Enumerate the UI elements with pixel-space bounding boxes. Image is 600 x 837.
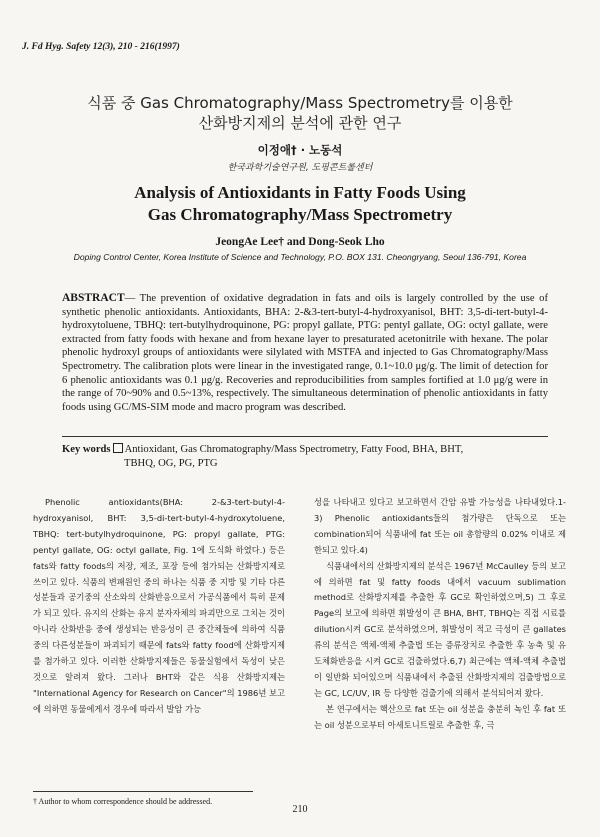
keywords xyxy=(62,443,548,471)
body-right-column xyxy=(314,495,566,734)
keywords-line-2: TBHQ, OG, PG, PTG xyxy=(124,458,218,469)
body-paragraph: 식품내에서의 산화방지제의 분석은 1967년 McCaulley 등의 보고에 의하면 fat 및 fatty foods 내에서 vacuum sublimation method로 산화방지제를 추출한 후 GC로 확인하였으며,5) 그 후로 Page의 보고에 의하면 휘발성이 큰 BHA, BHT, TBHQ는 직접 시료를 dilution시켜 GC로 분석하였으며, 휘발성이 적고 극성이 큰 gallates류의 분석은 액체-액체 추출법 또는 증류장치로 추출한 후 농축 및 유도체화반응을 시켜 GC로 검출하였다.6,7) 최근에는 액체-액체 추출법이 일반화 되어있으며 식품내에서 추출된 산화방지제의 검출방법으로는 GC, LC/UV, IR 등 다양한 검출기에 의해서 분석되어져 왔다. xyxy=(314,560,566,698)
keywords-line-1: Antioxidant, Gas Chromatography/Mass Spectrometry, Fatty Food, BHA, BHT, xyxy=(124,444,464,455)
checkbox-icon xyxy=(113,443,123,453)
body-paragraph: 본 연구에서는 핵산으로 fat 또는 oil 성분을 충분히 녹인 후 fat 또는 oil 성분으로부터 아세토니트릴로 추출한 후, 극 xyxy=(314,703,566,730)
english-title-line-1: Analysis of Antioxidants in Fatty Foods Using xyxy=(134,183,466,202)
abstract-label: ABSTRACT xyxy=(62,292,125,304)
footnote-divider xyxy=(33,791,253,792)
abstract xyxy=(62,292,548,414)
body-paragraph: Phenolic antioxidants(BHA: 2-&3-tert-butyl-4-hydroxyanisol, BHT: 3,5-di-tert-butyl-4-hydroxytoluene, TBHQ: tert-butylhydroquinone, PG: propyl gallate, PTG: pentyl gallate, OG: octyl gallate, Fig. 1에 도식화 하였다.) 등은 fats와 fatty foods의 저장, 제조, 포장 등에 첨가되는 산화방지제로 쓰이고 있다. 식품의 변패원인 중의 하나는 식품 중 지방 및 기타 다른 성분들과 공기중의 산소와의 산화반응으로서 가공식품에서 특히 문제가 되고 있다. 유지의 산화는 유지 분자자체의 파괴만으로 그치는 것이 아니라 산화반응 중에 생성되는 반응성이 큰 중간체들에 의하여 식품중의 다른성분들이 파괴되기 때문에 fats와 fatty food에 산화방지제를 첨가하고 있다. 이러한 산화방지제들은 동물실험에서 독성이 낮은 것으로 알려져 왔다. 그러나 BHT와 같은 식용 산화방지제는 "International Agency for Research on Cancer"의 1986년 보고에 의하면 동물에게서 경우에 따라서 발암 가능 xyxy=(33,497,286,714)
korean-title-line-2: 산화방지제의 분석에 관한 연구 xyxy=(198,114,402,132)
footnote: † Author to whom correspondence should be addressed. xyxy=(33,797,213,806)
abstract-text: — The prevention of oxidative degradation in fats and oils is largely controlled by the use of synthetic phenolic antioxidants. Antioxidants, BHA: 2-&3-tert-butyl-4-hydroxyanisol, BHT: 3,5-di-tert-butyl-4-hydroxytoluene, TBHQ: tert-butylhydroquinone, PG: propyl gallate, PTG: pentyl gallate, OG: octyl gallate, were extracted from fatty foods with hexane and from hexane layer to presaturated acetonitrile with hexane. The polar phenolic hydroxyl groups of antioxidants were silylated with MSTFA and injected to Gas Chromatography/Mass Spectrometry. The calibration plots were linear in the investigated range, 0.1~10.0 μg/g. The limit of detection for 6 phenolic antioxidants was 0.1 μg/g. Recoveries and reproducibilities from samples fortified at 1.0 μg/g were in the range of 70~90% and 0.5~13%, respectively. The simultaneous determination of phenolic antioxidants in fatty foods using GC/MS-SIM mode and macro program was described. xyxy=(62,293,548,413)
english-authors: JeongAe Lee† and Dong-Seok Lho xyxy=(215,236,385,248)
korean-authors: 이정애† · 노동석 xyxy=(257,143,343,157)
abstract-divider xyxy=(62,436,548,437)
keywords-label: Key words xyxy=(62,444,111,455)
english-affiliation: Doping Control Center, Korea Institute of Science and Technology, P.O. BOX 131. Cheongryang, Seoul 136-791, Korea xyxy=(73,252,527,262)
body-paragraph: 성을 나타내고 있다고 보고하면서 간암 유발 가능성을 나타내었다.1-3) Phenolic antioxidants들의 첨가량은 단독으로 또는 combination되어 식품내에 fat 또는 oil 총함량의 0.02% 이내로 제한되고 있다.4) xyxy=(314,497,566,555)
korean-title-line-1: 식품 중 Gas Chromatography/Mass Spectrometry를 이용한 xyxy=(87,94,513,112)
korean-affiliation: 한국과학기술연구원, 도핑콘트롤센터 xyxy=(227,163,373,173)
page-number: 210 xyxy=(292,804,308,815)
journal-header: J. Fd Hyg. Safety 12(3), 210 - 216(1997) xyxy=(22,42,180,52)
english-title-line-2: Gas Chromatography/Mass Spectrometry xyxy=(147,205,453,224)
body-left-column xyxy=(33,495,285,718)
